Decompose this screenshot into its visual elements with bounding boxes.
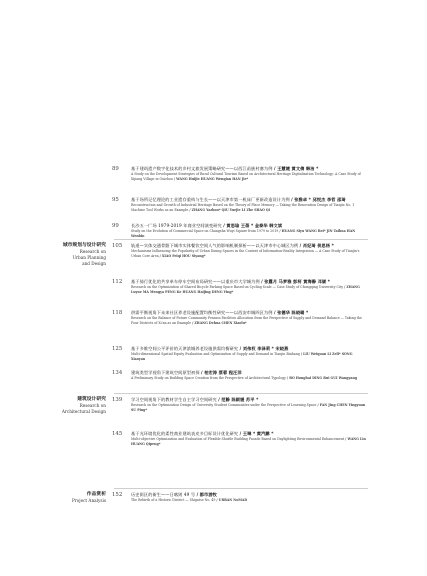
entry-authors-en: / FAN Jing CHEN Yingyuan SU Ping* xyxy=(131,402,366,412)
entry-text xyxy=(131,166,367,181)
section-title-zh: 城市规划与设计研究 xyxy=(62,242,106,248)
page-number: 95 xyxy=(112,197,119,203)
section-title-zh: 建筑设计研究 xyxy=(77,396,106,402)
section-title-en: Architectural Design xyxy=(61,408,106,414)
entry-title-en: Research on the Optimization of Shared Bicycle Parking Space Based on Cycling Scale — Case Study of Chongqing University City xyxy=(131,284,344,289)
page-number: 89 xyxy=(112,166,119,172)
entry-authors-en: / HUANG Siyu WANG Bei* JIN Taihua HAN Wenbin xyxy=(131,228,356,238)
entry-authors-zh: / 张露月 马梦雅 彭柯 黄海静 邓颖 * xyxy=(261,279,331,284)
entry-authors-zh: / 黄思瑜 王蓓 * 金泰华 韩文斌 xyxy=(223,223,283,228)
entry-title-en: Multi-objective Optimization and Evaluation of Flexible Shuttle Building Facade Based on Daylighting Environmental Enhancement xyxy=(131,436,345,441)
section-heading-urban-planning xyxy=(0,242,106,266)
entry-text xyxy=(131,197,367,212)
entry-title-en: Multi-dimensional Spatial Equity Evaluation and Optimization of Supply and Demand in Tianjin Binhang xyxy=(131,351,300,356)
page-number: 105 xyxy=(112,243,123,249)
entry-authors-en: / URBAN NoMAD xyxy=(216,497,248,502)
entry-title-en: The Rebirth of a Historic District — Shigatse No. 49 xyxy=(131,497,216,502)
entry-title-zh: 基于多维空间公平评价的天津滨城养老设施供需均衡研究 xyxy=(131,346,239,351)
entry-authors-zh: / 范静 陈颖媛 苏平 * xyxy=(218,397,259,402)
entry-text xyxy=(131,370,367,381)
section-heading-project-analysis xyxy=(0,491,106,504)
page-number: 118 xyxy=(112,310,123,316)
entry-title-zh: 基于场所记忆理论的工业遗存重构与生长——以天津市第一机床厂更新改造设计为例 xyxy=(131,197,290,202)
entry-authors-zh: / 柏宏涛 蔡蓉 程汪洋 xyxy=(201,370,242,375)
entry-title-en: Research on the Optimization Design of University Student Communities under the Perspective of Learning Space xyxy=(131,402,317,407)
section-title-en: Project Analysis xyxy=(71,498,106,504)
entry-authors-zh: / 王慧婕 黄文倩 韩洁 * xyxy=(273,166,319,171)
entry-authors-zh: / 张德华 陈晓璐 * xyxy=(273,310,309,315)
entry-text xyxy=(131,310,367,325)
entry-authors-en: / WANG Huijie HUANG Wenqian HAN Jie* xyxy=(173,176,249,181)
entry-title-en: A Preliminary Study on Building Space Creation from the Perspective of Architectural Typology xyxy=(131,375,286,380)
entry-title-zh: 历史街区的新生——日喀则 49 号 xyxy=(131,492,196,497)
section-heading-architectural-design xyxy=(0,396,106,415)
section-divider xyxy=(114,239,368,240)
page-number: 139 xyxy=(112,397,123,403)
entry-text xyxy=(131,346,367,361)
entry-title-zh: 基于骑行优化的共享单车停车空间布局研究——以重庆市大学城为例 xyxy=(131,279,260,284)
entry-authors-zh: / 张雅卓 * 邱悦杰 李哲 邵琦 xyxy=(291,197,346,202)
section-title-en: Research on xyxy=(79,249,106,255)
entry-title-zh: 供需平衡视角下未来社区养老设施配置均衡性研究——以西安市城四区为例 xyxy=(131,310,273,315)
entry-title-zh: 轨道—实体交通骨骼下城市实体餐饮空间人气的影响机制探析——以天津市中心城区为例 xyxy=(131,243,299,248)
entry-text xyxy=(131,492,367,503)
page-number: 125 xyxy=(112,346,123,352)
entry-authors-zh: / 都市游牧 xyxy=(196,492,217,497)
entry-title-en: Mechanisms Influencing the Popularity of Urban Dining Spaces in the Context of Information-Reality Integration — A Case Study of Tianjin's Urban Core Area xyxy=(131,248,360,258)
entry-authors-en: / ZHANG Luyue MA Mengya PENG Ke HUANG Haijing DENG Ying* xyxy=(131,284,360,294)
page-number: 134 xyxy=(112,370,123,376)
section-title-en: Research on xyxy=(79,403,106,409)
entry-authors-en: / XIAO Feiqi HOU Siyang* xyxy=(159,253,206,258)
page-number: 145 xyxy=(112,431,123,437)
entry-authors-zh: / 肖妃琦 侯思杨 * xyxy=(299,243,334,248)
section-title-zh: 作品赏析 xyxy=(86,491,106,497)
entry-authors-en: / BO Honghai DING Rui GUI Wangyang xyxy=(286,375,357,380)
section-title-en: Urban Planning xyxy=(72,254,106,260)
entry-text xyxy=(131,223,367,238)
entry-authors-en: / ZHANG Dehua CHEN Xiaolu* xyxy=(192,320,247,325)
entry-authors-zh: / 王琳 * 黄汽鹏 * xyxy=(239,431,274,436)
entry-title-zh: 基于建筑遗产数字化技术的乡村文旅发展策略研究——以西江苗族村寨为例 xyxy=(131,166,273,171)
entry-title-zh: 长沙五一广场 1979-2019 年商业空间演变研究 xyxy=(131,223,222,228)
page-number: 99 xyxy=(112,223,119,229)
page-number: 112 xyxy=(112,279,123,285)
page-number: 152 xyxy=(112,492,123,498)
entry-title-zh: 基于光环境优化的柔性商业建筑表皮多目标设计优化研究 xyxy=(131,431,239,436)
section-divider xyxy=(114,488,368,489)
entry-authors-zh: / 刘伟权 李泽莉 * 宋晓燕 xyxy=(239,346,289,351)
entry-title-en: Research on the Balance of Future Community Pension Facilities Allocation from the Perspective of Supply and Demand Balance — Taking the Four Districts of Xi'an as an Example xyxy=(131,315,362,325)
section-divider xyxy=(114,393,368,394)
entry-authors-en: / LIU Weiquan LI Zeli* SONG Xiaoyan xyxy=(131,351,353,361)
entry-text xyxy=(131,397,367,412)
entry-title-zh: 建筑类型学视角下建筑空间原型初探 xyxy=(131,370,200,375)
entry-title-en: Reconstruction and Growth of Industrial Heritage Based on the Theory of Place Memory — Taking the Renovation Design of Tianjin No. 1 Machine Tool Works as an Example xyxy=(131,202,355,212)
entry-text xyxy=(131,279,367,294)
section-title-en: and Design xyxy=(82,260,106,266)
entry-title-en: A Study on the Development Strategies of Rural Cultural Tourism Based on Architectural Heritage Digitalization Technology: A Case Study of Xijiang Village in Guizhou xyxy=(131,171,361,181)
entry-authors-en: / WANG Lin HUANG Qipeng* xyxy=(131,436,366,446)
entry-text xyxy=(131,431,367,446)
entry-title-zh: 学习空间视角下的教材学生自主学习空间研究 xyxy=(131,397,217,402)
entry-authors-en: / ZHANG Yazhuo* QIU Yuejie LI Zhe SHAO Qi xyxy=(189,207,270,212)
entry-text xyxy=(131,243,367,258)
entry-title-en: Study on the Evolution of Commercial Space on Changsha Wuyi Square from 1979 to 2019 xyxy=(131,228,279,233)
